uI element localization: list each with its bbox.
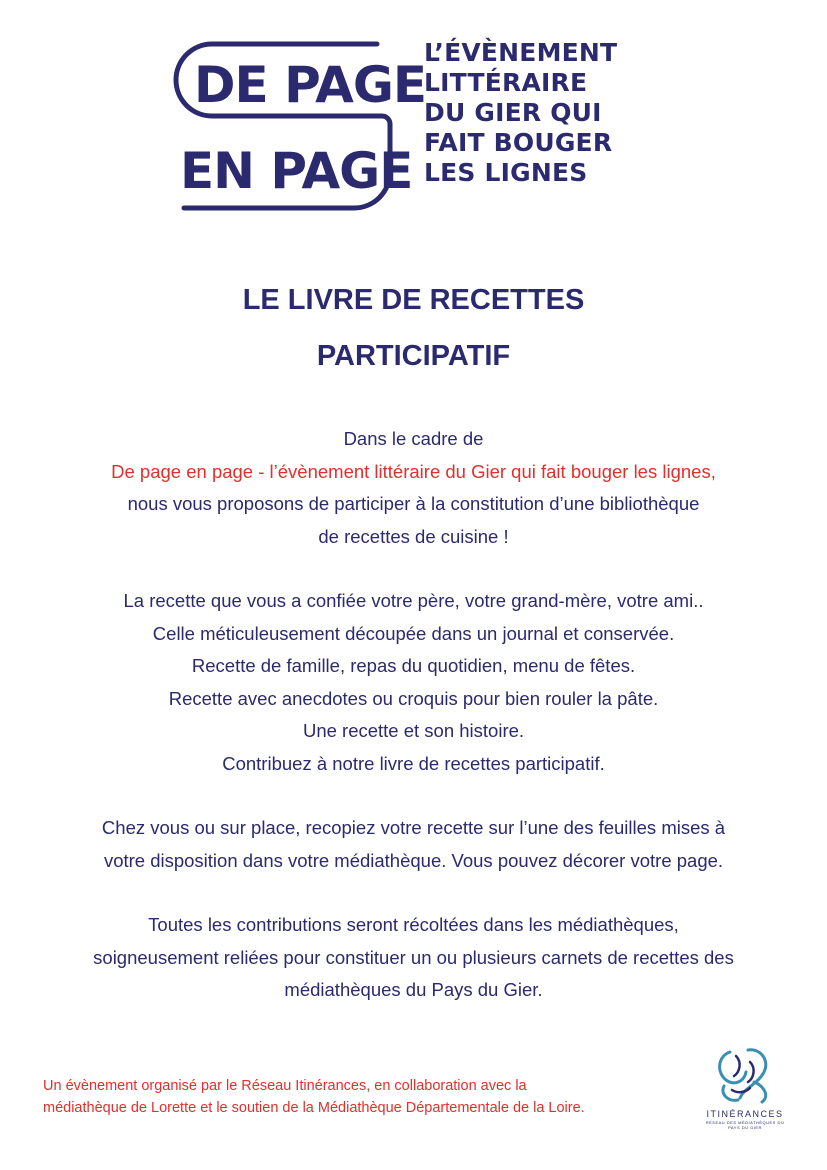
paragraph-line: Toutes les contributions seront récoltées dans les médiathèques, [148,914,679,935]
itinerances-logo [700,1042,790,1132]
tagline [424,38,617,188]
footer-credits [43,1075,585,1119]
footer-line: médiathèque de Lorette et le soutien de la Médiathèque Départementale de la Loire. [43,1100,585,1116]
paragraph-line: Recette avec anecdotes ou croquis pour bien rouler la pâte. [168,687,659,709]
paragraph-line: Chez vous ou sur place, recopiez votre recette sur l’une des feuilles mises à [101,817,726,838]
itinerances-name: ITINÉRANCES [706,1109,784,1119]
tagline-line: DU GIER QUI [424,98,602,127]
itinerances-subtitle: RÉSEAU DES MÉDIATHÈQUES DU PAYS DU GIER [705,1120,785,1130]
tagline-line: FAIT BOUGER [424,128,613,157]
tagline-line: LITTÉRAIRE [424,68,588,97]
event-name-highlight: De page en page - l’évènement littéraire du Gier qui fait bouger les lignes, [111,460,716,482]
title-line-1: LE LIVRE DE RECETTES [242,284,585,316]
de-page-en-page-logo [172,40,427,212]
paragraph-line: médiathèques du Pays du Gier. [284,979,543,1000]
title-line-2: PARTICIPATIF [316,340,511,372]
paragraph-line: votre disposition dans votre médiathèque. Vous pouvez décorer votre page. [103,849,724,871]
paragraph-line: Contribuez à notre livre de recettes participatif. [222,752,605,774]
intro-line: de recettes de cuisine ! [318,525,509,547]
logo-line-1: DE PAGE [194,56,427,114]
paragraph-line: La recette que vous a confiée votre père, votre grand-mère, votre ami.. [123,590,704,611]
logo-line-2: EN PAGE [180,142,413,200]
paragraph-line: Celle méticuleusement découpée dans un journal et conservée. [152,622,675,644]
tagline-line: L’ÉVÈNEMENT [424,38,618,67]
paragraph-line: Une recette et son histoire. [302,720,525,741]
intro-line: Dans le cadre de [343,428,484,449]
document-title [0,272,827,384]
tagline-line: LES LIGNES [424,158,588,187]
footer-line: Un évènement organisé par le Réseau Itinérances, en collaboration avec la [43,1078,527,1094]
paragraph-line: soigneusement reliées pour constituer un ou plusieurs carnets de recettes des [93,946,734,968]
body-text [0,423,827,1007]
intro-line: nous vous proposons de participer à la constitution d’une bibliothèque [127,493,700,514]
paragraph-line: Recette de famille, repas du quotidien, menu de fêtes. [191,655,636,676]
itinerances-emblem-icon [700,1042,790,1108]
